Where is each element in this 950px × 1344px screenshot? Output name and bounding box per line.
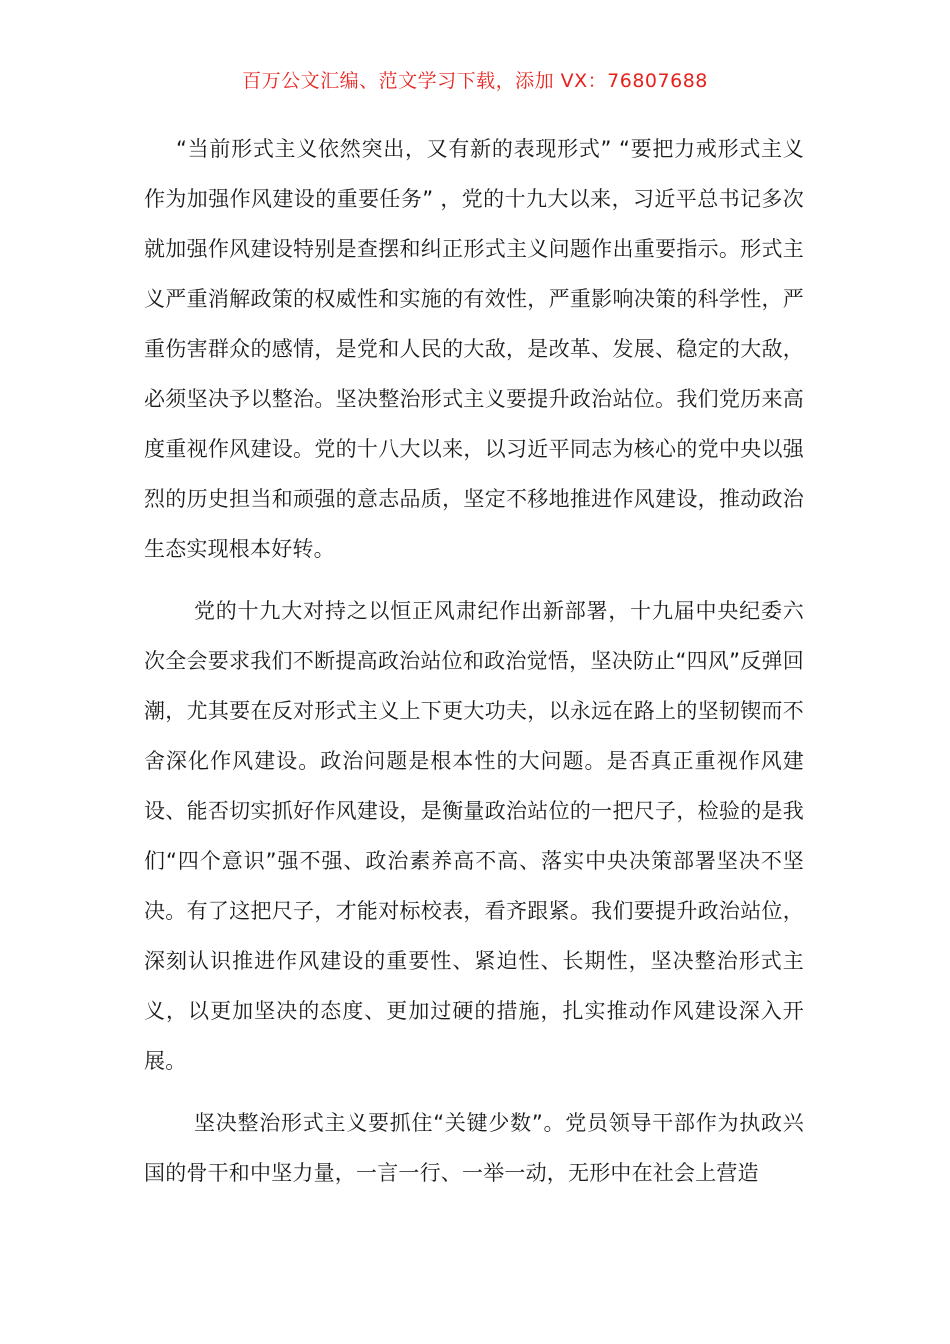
paragraph-3: 坚决整治形式主义要抓住“关键少数”。党员领导干部作为执政兴国的骨干和中坚力量，一言一行、一举一动，无形中在社会上营造 <box>144 1111 804 1185</box>
paragraph-1: “当前形式主义依然突出，又有新的表现形式” “要把力戒形式主义作为加强作风建设的重要任务” ，党的十九大以来，习近平总书记多次就加强作风建设特别是查摆和纠正形式主义问题作出重要指示。形式主义严重消解政策的权威性和实施的有效性，严重影响决策的科学性，严重伤害群众的感情，是党和人民的大敌，是改革、发展、稳定的大敌，必须坚决予以整治。坚决整治形式主义要提升政治站位。我们党历来高度重视作风建设。党的十八大以来，以习近平同志为核心的党中央以强烈的历史担当和顽强的意志品质，坚定不移地推进作风建设，推动政治生态实现根本好转。 <box>144 137 804 561</box>
document-body <box>144 124 804 1198</box>
promo-banner: 百万公文汇编、范文学习下载，添加 VX：76807688 <box>242 70 708 92</box>
paragraph-2: 党的十九大对持之以恒正风肃纪作出新部署，十九届中央纪委六次全会要求我们不断提高政治站位和政治觉悟，坚决防止“四风”反弹回潮，尤其要在反对形式主义上下更大功夫，以永远在路上的坚韧锲而不舍深化作风建设。政治问题是根本性的大问题。是否真正重视作风建设、能否切实抓好作风建设，是衡量政治站位的一把尺子，检验的是我们“四个意识”强不强、政治素养高不高、落实中央决策部署坚决不坚决。有了这把尺子，才能对标校表，看齐跟紧。我们要提升政治站位，深刻认识推进作风建设的重要性、紧迫性、长期性，坚决整治形式主义，以更加坚决的态度、更加过硬的措施，扎实推动作风建设深入开展。 <box>144 599 804 1073</box>
